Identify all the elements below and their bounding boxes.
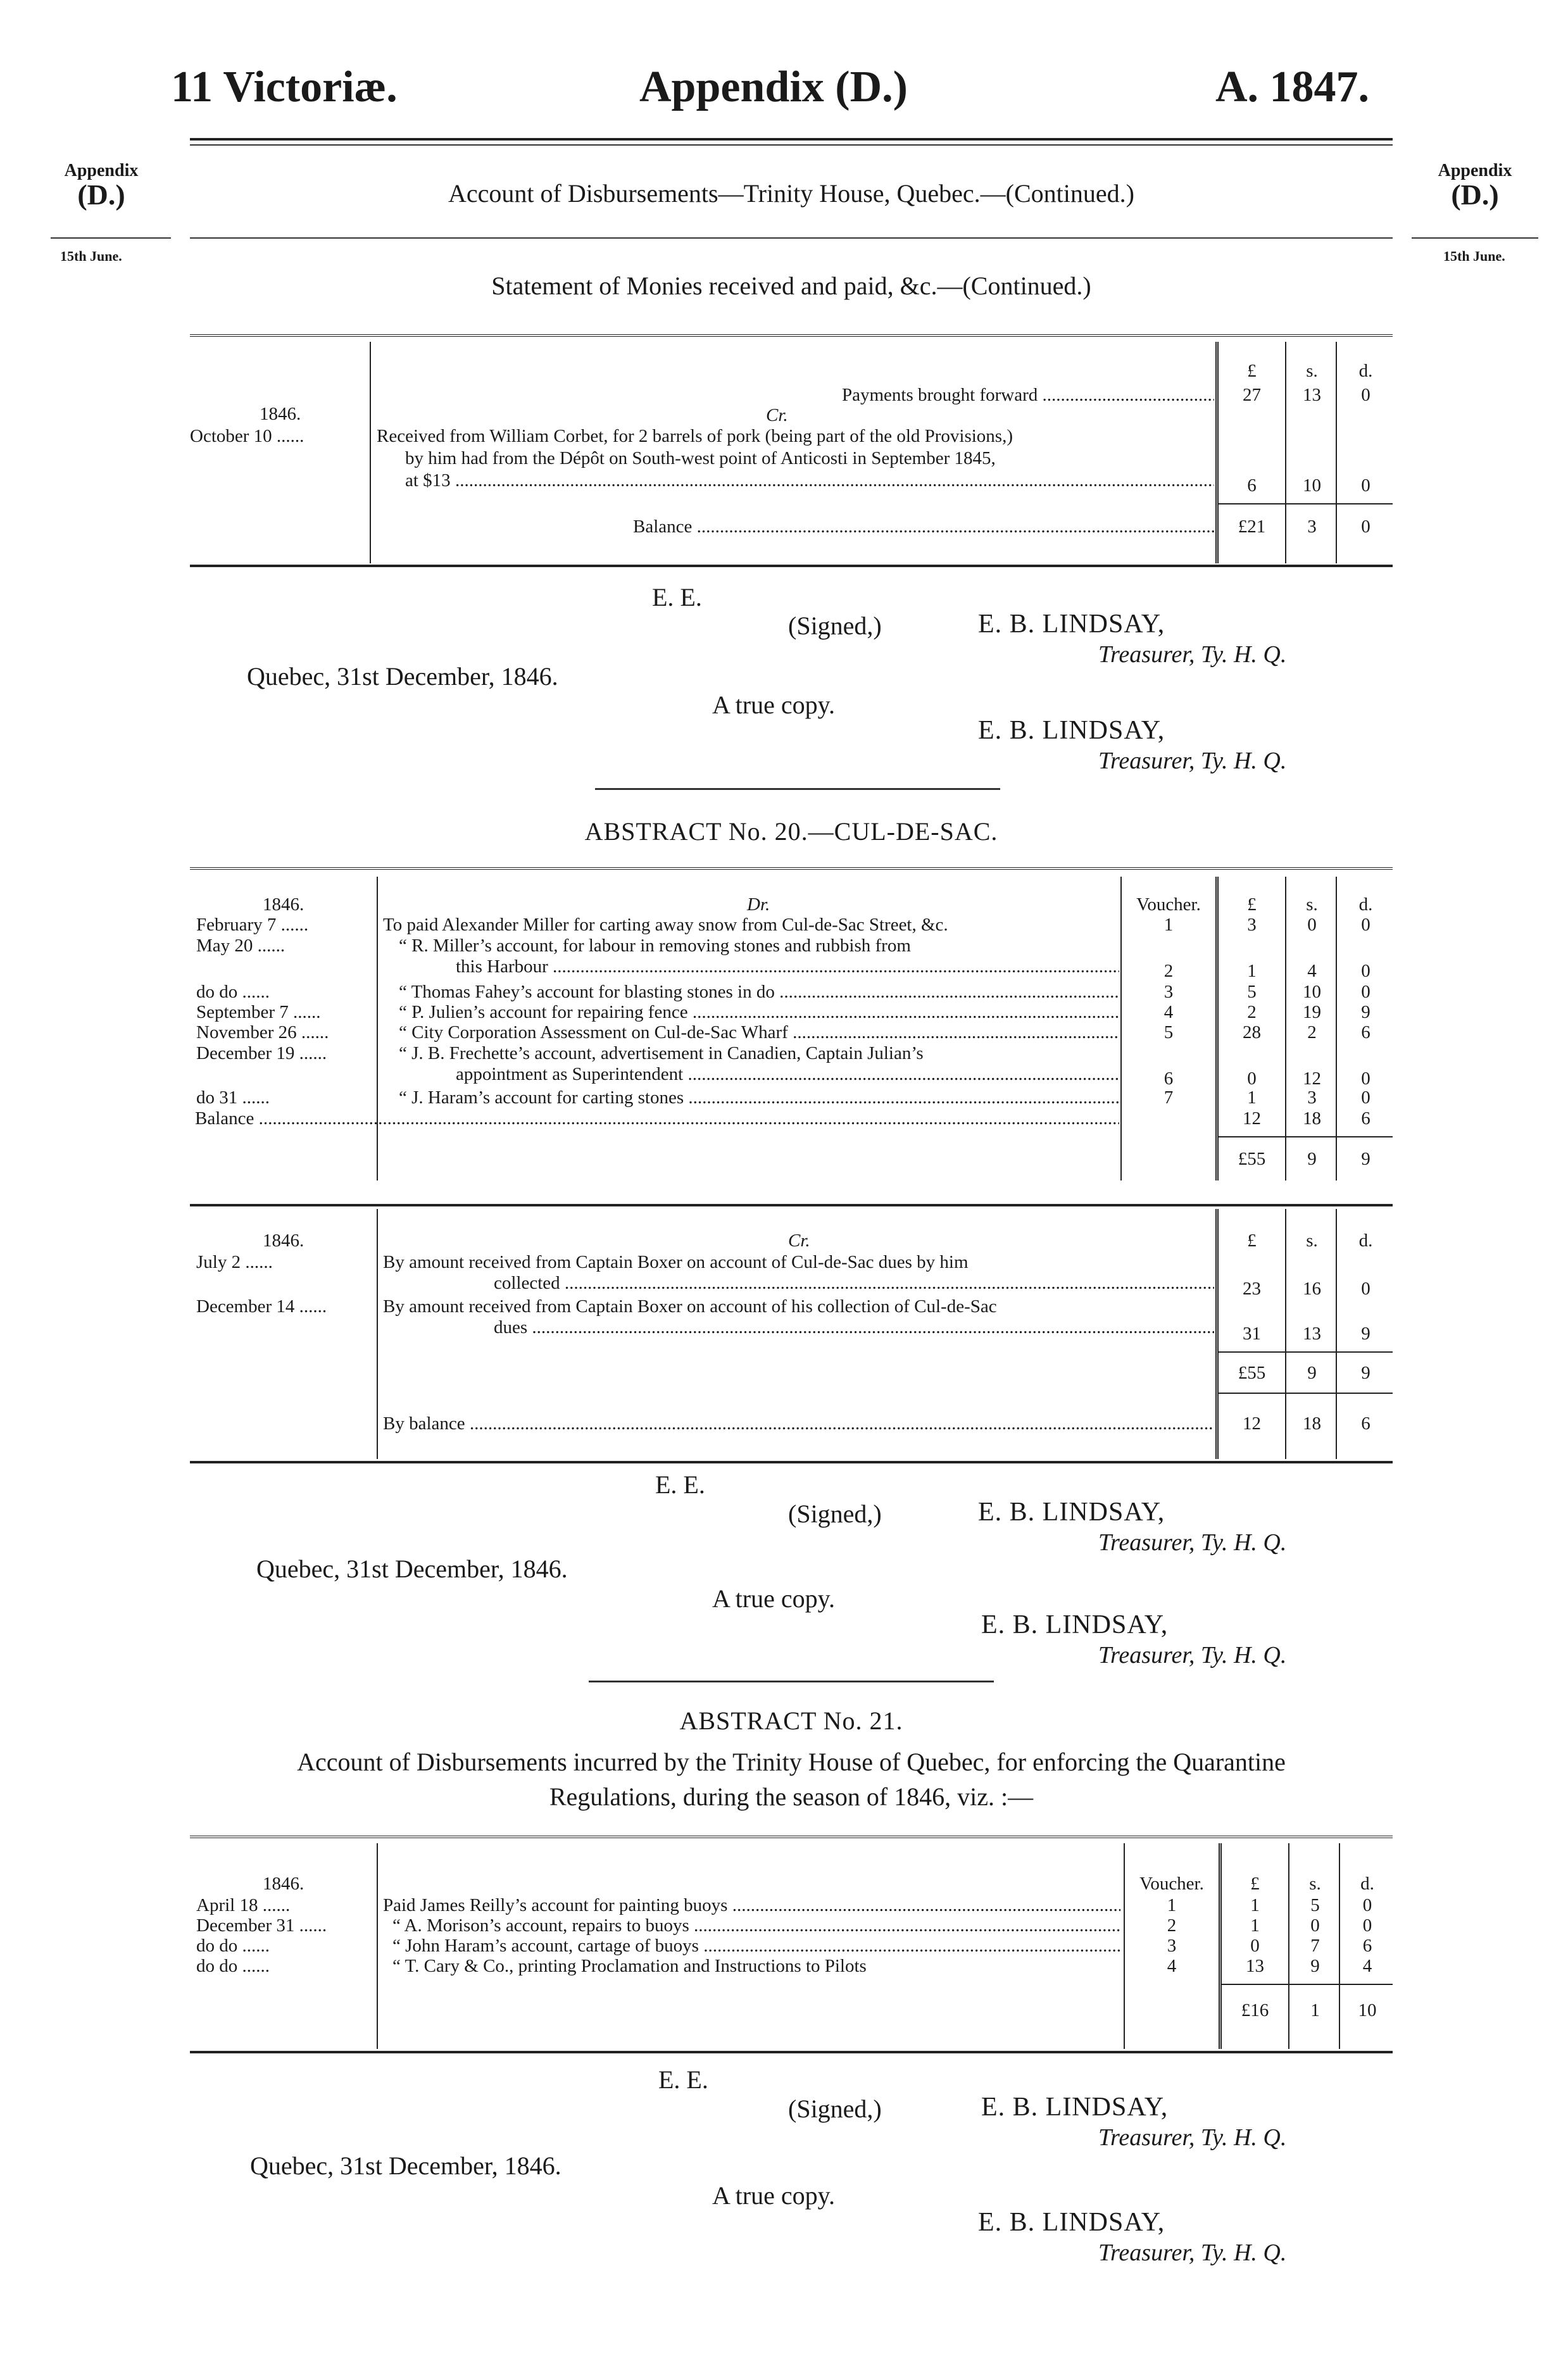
dr-row-date: May 20 ...... [196, 936, 285, 956]
sig1-signed: (Signed,) [788, 611, 882, 640]
cr-total-pounds: £55 [1238, 1363, 1266, 1383]
forward-pounds: 27 [1243, 385, 1261, 405]
abstract20-top-rule [190, 867, 1393, 874]
abs21-row-pounds: 0 [1250, 1936, 1260, 1956]
dr-row-text: “ City Corporation Assessment on Cul-de-Sac Wharf ..... [399, 1024, 1119, 1042]
sig2-place: Quebec, 31st December, 1846. [256, 1555, 568, 1583]
dr-row-text: this Harbour ..... [456, 958, 1119, 976]
abs21-row-pounds: 1 [1250, 1915, 1260, 1936]
section1-date: October 10 ...... [190, 426, 304, 446]
dr-balance-pounds: 12 [1243, 1108, 1261, 1129]
dr-total-shillings: 9 [1307, 1149, 1317, 1169]
cr-row-text: By amount received from Captain Boxer on account of his collection of Cul-de-Sac [383, 1296, 997, 1317]
abs21-total-shillings: 1 [1310, 2000, 1320, 2020]
dr-row-pounds: 5 [1247, 982, 1257, 1002]
dr-label: Dr. [747, 894, 770, 915]
balance-pounds: £21 [1238, 517, 1266, 537]
side-rule-left [51, 237, 171, 239]
col-pounds: £ [1250, 1874, 1260, 1894]
dr-year: 1846. [263, 894, 304, 915]
dr-row-text: “ R. Miller’s account, for labour in removing stones and rubbish from [399, 936, 911, 956]
sig3-name: E. B. LINDSAY, [981, 2093, 1169, 2122]
side-appendix-letter: (D.) [77, 178, 125, 211]
abstract20-cr-table [190, 1209, 1393, 1459]
received-pence: 0 [1361, 475, 1370, 496]
sig1-name-2: E. B. LINDSAY, [978, 716, 1165, 745]
cr-year: 1846. [263, 1231, 304, 1251]
dr-total-pounds: £55 [1238, 1149, 1266, 1169]
section1-table-bottom-rule [190, 565, 1393, 567]
dr-row-shillings: 12 [1303, 1068, 1321, 1089]
sig3-name-2: E. B. LINDSAY, [978, 2208, 1165, 2237]
sig2-signed: (Signed,) [788, 1500, 882, 1528]
abs21-row-voucher: 3 [1167, 1936, 1177, 1956]
dr-row-text: “ Thomas Fahey’s account for blasting stones in do ..... [399, 983, 1119, 1001]
abs21-row-pence: 6 [1362, 1936, 1372, 1956]
abstract20-mid-rule [190, 1204, 1393, 1206]
dr-row-pounds: 3 [1247, 915, 1257, 935]
abstract21-top-rule [190, 1836, 1393, 1842]
col-pence: d. [1358, 361, 1373, 381]
header-rule-thin [190, 144, 1393, 146]
sig2-ee: E. E. [655, 1470, 705, 1499]
dr-total-pence: 9 [1361, 1149, 1370, 1169]
section1-table [190, 342, 1393, 563]
sig1-name: E. B. LINDSAY, [978, 610, 1165, 639]
cr-balance-label: By balance ..... [383, 1415, 1214, 1433]
dr-row-pounds: 28 [1243, 1022, 1261, 1043]
abs21-row-shillings: 9 [1310, 1956, 1320, 1976]
dr-row-pence: 0 [1361, 1068, 1370, 1089]
side-note-left [38, 161, 165, 211]
abs21-year: 1846. [263, 1874, 304, 1894]
cr-total-shillings: 9 [1307, 1363, 1317, 1383]
section1-year: 1846. [260, 404, 301, 424]
balance-shillings: 3 [1307, 517, 1317, 537]
abs21-row-pence: 0 [1362, 1895, 1372, 1915]
section1-table-top-rule [190, 334, 1393, 341]
sig2-name: E. B. LINDSAY, [978, 1498, 1165, 1527]
col-shillings: s. [1306, 894, 1318, 915]
dr-row-shillings: 3 [1307, 1087, 1317, 1108]
abs21-row-date: do do ...... [196, 1936, 270, 1956]
abstract21-desc-2: Regulations, during the season of 1846, viz. :— [549, 1782, 1034, 1811]
abs21-row-text: “ T. Cary & Co., printing Proclamation and Instructions to Pilots [392, 1956, 867, 1976]
sig3-place: Quebec, 31st December, 1846. [250, 2151, 561, 2180]
col-shillings: s. [1309, 1874, 1321, 1894]
dr-row-voucher: 3 [1163, 982, 1174, 1002]
cr-row-pounds: 23 [1243, 1279, 1261, 1299]
dr-row-voucher: 6 [1163, 1068, 1174, 1089]
abs21-row-pounds: 13 [1246, 1956, 1264, 1976]
dr-balance-shillings: 18 [1303, 1108, 1321, 1129]
dr-row-pounds: 2 [1247, 1002, 1257, 1022]
voucher-head: Voucher. [1136, 894, 1201, 915]
section1-rule [190, 237, 1393, 239]
col-pence: d. [1360, 1874, 1374, 1894]
side-appendix-label: Appendix [1438, 161, 1512, 180]
dr-row-voucher: 4 [1163, 1002, 1174, 1022]
sig2-name-2: E. B. LINDSAY, [981, 1610, 1169, 1639]
sig3-ee: E. E. [658, 2065, 708, 2094]
dr-row-date: do do ...... [196, 982, 270, 1002]
abs21-row-voucher: 1 [1167, 1895, 1177, 1915]
side-date-right: 15th June. [1443, 248, 1505, 264]
sig3-title: Treasurer, Ty. H. Q. [1098, 2124, 1287, 2151]
received-line-2: by him had from the Dépôt on South-west point of Anticosti in September 1845, [405, 448, 996, 468]
dr-row-date: February 7 ...... [196, 915, 309, 935]
dr-row-pounds: 1 [1247, 1087, 1257, 1108]
side-rule-right [1412, 237, 1538, 239]
side-note-right [1412, 161, 1538, 211]
abstract21-table [190, 1843, 1393, 2049]
header-rule [190, 138, 1393, 141]
forward-pence: 0 [1361, 385, 1370, 405]
dr-row-pence: 0 [1361, 1087, 1370, 1108]
sig2-title: Treasurer, Ty. H. Q. [1098, 1529, 1287, 1556]
cr-row-text-2: dues ..... [494, 1318, 1214, 1337]
cr-row-date: December 14 ...... [196, 1296, 327, 1317]
dr-row-pence: 6 [1361, 1022, 1370, 1043]
dr-row-voucher: 5 [1163, 1022, 1174, 1043]
dr-row-date: do 31 ...... [196, 1087, 270, 1108]
dr-row-date: December 19 ...... [196, 1043, 327, 1063]
cr-total-pence: 9 [1361, 1363, 1370, 1383]
abstract20-title: ABSTRACT No. 20.—CUL-DE-SAC. [584, 817, 998, 846]
dr-balance-label: Balance ..... [195, 1110, 1119, 1128]
dr-row-pence: 0 [1361, 915, 1370, 935]
col-pounds: £ [1247, 361, 1257, 381]
dr-balance-pence: 6 [1361, 1108, 1370, 1129]
dr-row-pounds: 0 [1247, 1068, 1257, 1089]
divider-1 [595, 788, 1000, 790]
abs21-total-pounds: £16 [1241, 2000, 1269, 2020]
cr-row-shillings: 16 [1303, 1279, 1321, 1299]
abs21-row-pence: 4 [1362, 1956, 1372, 1976]
dr-row-date: November 26 ...... [196, 1022, 329, 1043]
received-pounds: 6 [1247, 475, 1257, 496]
received-line-3: at $13 ..... [405, 472, 1214, 490]
dr-row-text: “ J. Haram’s account for carting stones ..... [399, 1089, 1119, 1107]
dr-row-shillings: 4 [1307, 961, 1317, 981]
sig2-title-2: Treasurer, Ty. H. Q. [1098, 1642, 1287, 1669]
abs21-row-pence: 0 [1362, 1915, 1372, 1936]
header-center: Appendix (D.) [639, 63, 908, 111]
dr-row-text: appointment as Superintendent ..... [456, 1065, 1119, 1084]
cr-row-pence: 0 [1361, 1279, 1370, 1299]
header-left: 11 Victoriæ. [171, 63, 398, 111]
side-date-left: 15th June. [60, 248, 122, 264]
received-shillings: 10 [1303, 475, 1321, 496]
sig3-signed: (Signed,) [788, 2095, 882, 2123]
abs21-row-date: do do ...... [196, 1956, 270, 1976]
abs21-row-shillings: 7 [1310, 1936, 1320, 1956]
dr-row-date: September 7 ...... [196, 1002, 321, 1022]
balance-row-label: Balance ..... [633, 518, 1214, 536]
dr-row-voucher: 1 [1163, 915, 1174, 935]
abs21-row-date: December 31 ...... [196, 1915, 327, 1936]
section1-title: Account of Disbursements—Trinity House, Quebec.—(Continued.) [448, 179, 1134, 208]
section1-subtitle: Statement of Monies received and paid, &c.—(Continued.) [491, 272, 1091, 300]
abstract20-dr-table [190, 877, 1393, 1180]
divider-2 [589, 1681, 994, 1682]
sig3-title-2: Treasurer, Ty. H. Q. [1098, 2239, 1287, 2266]
header-right: A. 1847. [1215, 63, 1370, 111]
dr-row-pence: 0 [1361, 982, 1370, 1002]
dr-row-shillings: 19 [1303, 1002, 1321, 1022]
cr-row-shillings: 13 [1303, 1324, 1321, 1344]
cr-row-text: By amount received from Captain Boxer on account of Cul-de-Sac dues by him [383, 1252, 969, 1272]
cr-balance-shillings: 18 [1303, 1413, 1321, 1434]
forward-shillings: 13 [1303, 385, 1321, 405]
abs21-row-pounds: 1 [1250, 1895, 1260, 1915]
cr-row-pence: 9 [1361, 1324, 1370, 1344]
dr-row-pence: 9 [1361, 1002, 1370, 1022]
abs21-row-text: “ John Haram’s account, cartage of buoys ..... [392, 1937, 1120, 1955]
col-pounds: £ [1247, 1231, 1257, 1251]
voucher-head: Voucher. [1139, 1874, 1204, 1894]
cr-row-date: July 2 ...... [196, 1252, 273, 1272]
abstract21-bottom-rule [190, 2051, 1393, 2053]
forward-row-label: Payments brought forward ..... [842, 386, 1214, 404]
dr-row-shillings: 2 [1307, 1022, 1317, 1043]
side-appendix-letter: (D.) [1451, 178, 1499, 211]
sig1-true-copy: A true copy. [712, 691, 836, 719]
sig1-title: Treasurer, Ty. H. Q. [1098, 641, 1287, 668]
col-shillings: s. [1306, 1231, 1318, 1251]
abstract20-bottom-rule [190, 1461, 1393, 1463]
sig1-title-2: Treasurer, Ty. H. Q. [1098, 748, 1287, 774]
abs21-row-date: April 18 ...... [196, 1895, 291, 1915]
cr-balance-pounds: 12 [1243, 1413, 1261, 1434]
dr-row-voucher: 2 [1163, 961, 1174, 981]
dr-row-text: To paid Alexander Miller for carting away snow from Cul-de-Sac Street, &c. [383, 915, 948, 935]
side-appendix-label: Appendix [64, 161, 139, 180]
dr-row-text: “ P. Julien’s account for repairing fence ..... [399, 1003, 1119, 1022]
cr-balance-pence: 6 [1361, 1413, 1370, 1434]
col-shillings: s. [1306, 361, 1318, 381]
abs21-row-voucher: 4 [1167, 1956, 1177, 1976]
sig1-ee: E. E. [652, 583, 702, 611]
sig1-place: Quebec, 31st December, 1846. [247, 662, 558, 691]
cr-label: Cr. [788, 1231, 810, 1251]
cr-label: Cr. [766, 405, 788, 425]
dr-row-pounds: 1 [1247, 961, 1257, 981]
cr-row-text-2: collected ..... [494, 1274, 1214, 1293]
abstract21-title: ABSTRACT No. 21. [679, 1707, 903, 1735]
dr-row-voucher: 7 [1163, 1087, 1174, 1108]
abs21-row-text: “ A. Morison’s account, repairs to buoys ..... [392, 1917, 1120, 1935]
col-pence: d. [1358, 1231, 1373, 1251]
abstract21-desc-1: Account of Disbursements incurred by the Trinity House of Quebec, for enforcing the Quarantine [297, 1748, 1286, 1776]
sig3-true-copy: A true copy. [712, 2181, 836, 2210]
dr-row-shillings: 0 [1307, 915, 1317, 935]
col-pounds: £ [1247, 894, 1257, 915]
dr-row-shillings: 10 [1303, 982, 1321, 1002]
cr-row-pounds: 31 [1243, 1324, 1261, 1344]
received-line-1: Received from William Corbet, for 2 barrels of pork (being part of the old Provisions,) [377, 426, 1013, 446]
balance-pence: 0 [1361, 517, 1370, 537]
dr-row-pence: 0 [1361, 961, 1370, 981]
dr-row-text: “ J. B. Frechette’s account, advertisement in Canadien, Captain Julian’s [399, 1043, 924, 1063]
abs21-row-shillings: 0 [1310, 1915, 1320, 1936]
abs21-total-pence: 10 [1358, 2000, 1377, 2020]
abs21-row-voucher: 2 [1167, 1915, 1177, 1936]
abs21-row-text: Paid James Reilly’s account for painting buoys ..... [383, 1896, 1120, 1915]
col-pence: d. [1358, 894, 1373, 915]
abs21-row-shillings: 5 [1310, 1895, 1320, 1915]
sig2-true-copy: A true copy. [712, 1584, 836, 1613]
